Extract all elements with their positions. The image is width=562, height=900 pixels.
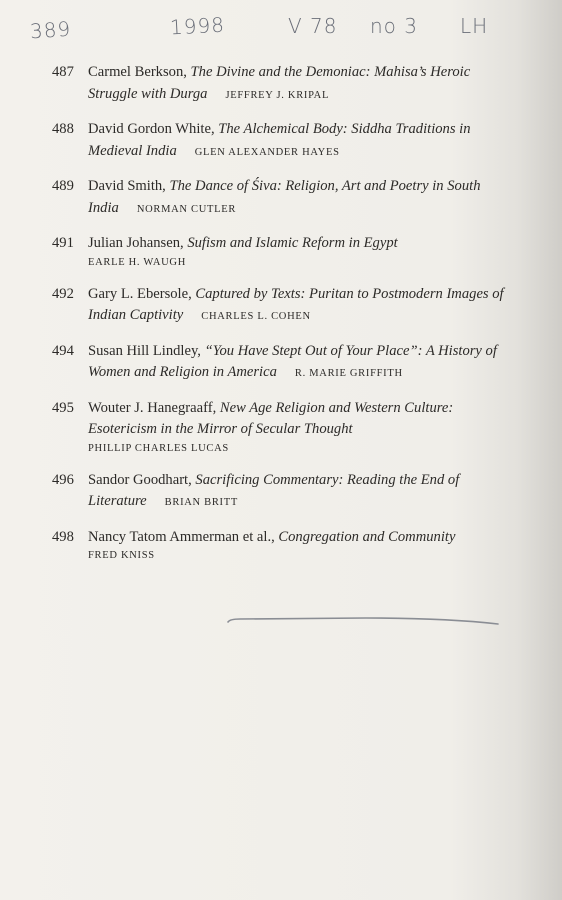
review-entry (52, 527, 512, 565)
review-list (52, 62, 512, 577)
review-entry (52, 233, 512, 271)
review-entry (52, 470, 512, 514)
entry-reviewer: JEFFREY J. KRIPAL (225, 89, 330, 101)
entry-page-number: 488 (52, 121, 74, 137)
entry-title-line-1: “You Have Stept Out of Your Place”: A History of (204, 342, 497, 359)
entry-page-number: 491 (52, 235, 74, 251)
entry-author: Wouter J. Hanegraaff, (88, 399, 220, 416)
handwritten-note-4: no 3 (370, 14, 418, 38)
entry-title-line-1: Sufism and Islamic Reform in Egypt (187, 235, 398, 251)
entry-reviewer: NORMAN CUTLER (136, 203, 237, 215)
entry-author: Carmel Berkson, (88, 64, 191, 80)
entry-page-number: 494 (52, 342, 74, 359)
entry-title-line-1: Captured by Texts: Puritan to Postmodern Images of (195, 285, 504, 302)
review-entry (52, 176, 512, 220)
entry-title-line-2: Medieval India (88, 142, 177, 159)
entry-title-line-1: The Dance of Śiva: Religion, Art and Poetry in South (169, 178, 481, 194)
entry-title-line-2: Women and Religion in America (88, 364, 277, 380)
entry-title-line-1: Sacrificing Commentary: Reading the End of (195, 471, 460, 488)
pencil-rule-line (226, 612, 506, 632)
entry-page-number: 487 (52, 64, 74, 80)
entry-reviewer: GLEN ALEXANDER HAYES (194, 146, 340, 158)
review-entry (52, 398, 512, 457)
handwritten-note-3: V 78 (288, 14, 338, 38)
entry-title-line-1: New Age Religion and Western Culture: (219, 399, 454, 416)
handwritten-note-2: 1998 (169, 12, 226, 40)
entry-title-line-1: The Divine and the Demoniac: Mahisa’s Heroic (190, 64, 471, 80)
entry-author: Nancy Tatom Ammerman et al., (88, 528, 279, 545)
review-entry (52, 284, 512, 328)
entry-author: David Gordon White, (88, 121, 219, 137)
entry-title-line-2: India (88, 199, 119, 216)
handwritten-note-1: 389 (29, 16, 72, 44)
entry-title-line-1: Congregation and Community (278, 528, 456, 545)
entry-page-number: 495 (52, 399, 74, 416)
entry-reviewer: FRED KNISS (88, 550, 155, 561)
entry-page-number: 492 (52, 285, 74, 302)
handwritten-note-5: LH (460, 14, 489, 38)
entry-reviewer: R. MARIE GRIFFITH (294, 368, 403, 379)
review-entry (52, 62, 512, 106)
entry-title-line-1: The Alchemical Body: Siddha Traditions in (218, 121, 471, 137)
review-entry (52, 341, 512, 385)
entry-page-number: 498 (52, 528, 74, 545)
entry-author: Gary L. Ebersole, (88, 285, 196, 302)
entry-reviewer: BRIAN BRITT (164, 497, 238, 508)
entry-reviewer: EARLE H. WAUGH (88, 256, 186, 268)
entry-title-line-2: Esotericism in the Mirror of Secular Thought (88, 421, 353, 437)
entry-reviewer: PHILLIP CHARLES LUCAS (88, 442, 229, 454)
review-entry (52, 119, 512, 163)
entry-reviewer: CHARLES L. COHEN (201, 311, 311, 322)
entry-title-line-2: Literature (88, 493, 147, 509)
entry-title-line-2: Struggle with Durga (88, 85, 208, 102)
entry-page-number: 489 (52, 178, 74, 194)
entry-author: Susan Hill Lindley, (88, 342, 205, 359)
entry-author: Sandor Goodhart, (88, 471, 196, 488)
entry-author: David Smith, (88, 178, 170, 194)
entry-author: Julian Johansen, (88, 235, 188, 251)
entry-page-number: 496 (52, 471, 74, 488)
entry-title-line-2: Indian Captivity (88, 307, 184, 323)
